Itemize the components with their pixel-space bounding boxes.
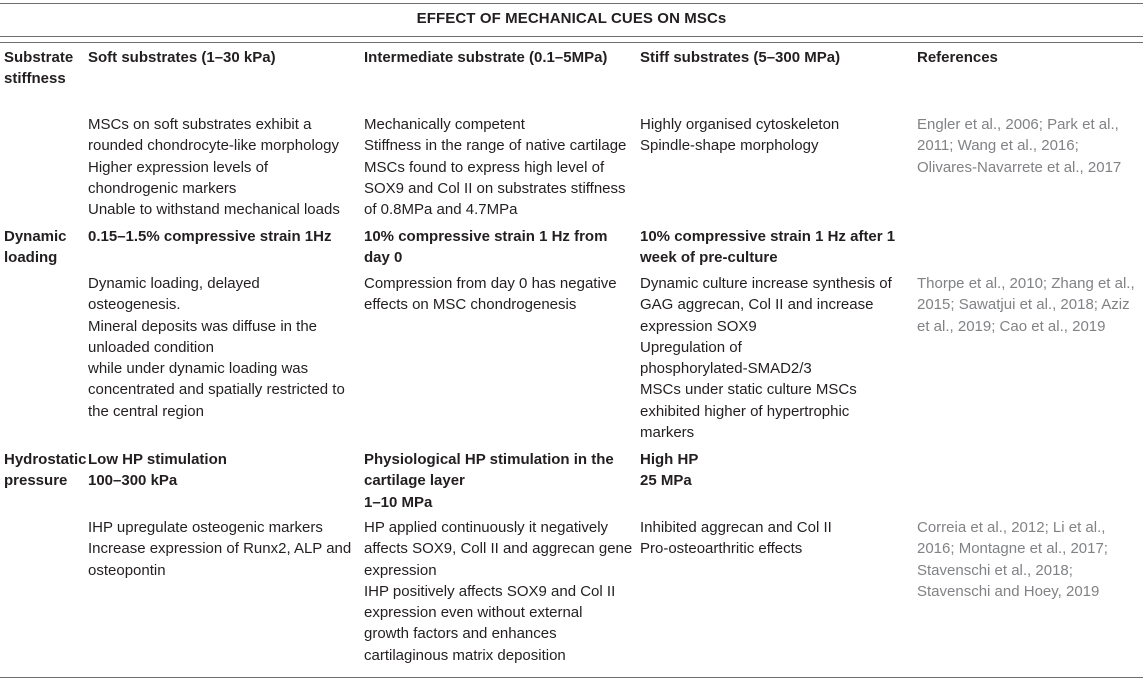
header-soft-substrates: Soft substrates (1–30 kPa) bbox=[88, 49, 276, 66]
dynamic-day0-detail: Compression from day 0 has negative effects on MSC chondrogenesis bbox=[364, 275, 617, 314]
hydro-high-hp: High HP 25 MPa bbox=[640, 451, 699, 490]
bottom-rule bbox=[0, 677, 1143, 678]
header-intermediate-substrate: Intermediate substrate (0.1–5MPa) bbox=[364, 49, 608, 66]
stiffness-references: Engler et al., 2006; Park et al., 2011; Wang et al., 2016; Olivares-Navarrete et al., 2017 bbox=[917, 116, 1122, 176]
stiffness-intermediate-detail: Mechanically competent Stiffness in the range of native cartilage MSCs found to express high level of SOX9 and Col II on substrates stiffness of 0.8MPa and 4.7MPa bbox=[364, 116, 627, 219]
stiffness-soft-detail: MSCs on soft substrates exhibit a rounded chondrocyte-like morphology Higher expression levels of chondrogenic markers Unable to withstand mechanical loads bbox=[88, 116, 340, 219]
header-rule bbox=[0, 42, 1143, 43]
table-title: EFFECT OF MECHANICAL CUES ON MSCs bbox=[416, 10, 727, 27]
title-rule bbox=[0, 36, 1143, 37]
dynamic-day0-strain: 10% compressive strain 1 Hz from day 0 bbox=[364, 228, 608, 267]
hydro-low-detail: IHP upregulate osteogenic markers Increase expression of Runx2, ALP and osteopontin bbox=[88, 519, 352, 579]
dynamic-loading-label: Dynamic loading bbox=[4, 228, 67, 267]
hydro-physiological-hp: Physiological HP stimulation in the cartilage layer 1–10 MPa bbox=[364, 451, 614, 511]
dynamic-preculture-detail: Dynamic culture increase synthesis of GAG aggrecan, Col II and increase expression SOX9 Upregulation of phosphorylated-SMAD2/3 MSCs under static culture MSCs exhibited higher of hypertrophic markers bbox=[640, 275, 892, 442]
hydro-physiological-detail: HP applied continuously it negatively affects SOX9, Coll II and aggrecan gene expression IHP positively affects SOX9 and Col II expression even without external growth factors and enhances cartilaginous matrix deposition bbox=[364, 519, 633, 664]
dynamic-preculture-strain: 10% compressive strain 1 Hz after 1 week of pre-culture bbox=[640, 228, 896, 267]
dynamic-references: Thorpe et al., 2010; Zhang et al., 2015; Sawatjui et al., 2018; Aziz et al., 2019; Cao et al., 2019 bbox=[917, 275, 1135, 335]
hydro-low-hp: Low HP stimulation 100–300 kPa bbox=[88, 451, 227, 490]
top-rule bbox=[0, 3, 1143, 4]
dynamic-low-strain: 0.15–1.5% compressive strain 1Hz bbox=[88, 228, 332, 245]
hydro-high-detail: Inhibited aggrecan and Col II Pro-osteoarthritic effects bbox=[640, 519, 832, 558]
header-stiff-substrates: Stiff substrates (5–300 MPa) bbox=[640, 49, 841, 66]
stiffness-stiff-detail: Highly organised cytoskeleton Spindle-shape morphology bbox=[640, 116, 840, 155]
dynamic-low-detail: Dynamic loading, delayed osteogenesis. Mineral deposits was diffuse in the unloaded condition while under dynamic loading was concentrated and spatially restricted to the central region bbox=[88, 275, 345, 420]
header-references: References bbox=[917, 49, 998, 66]
hydro-references: Correia et al., 2012; Li et al., 2016; Montagne et al., 2017; Stavenschi et al., 2018; Stavenschi and Hoey, 2019 bbox=[917, 519, 1108, 600]
header-substrate-stiffness: Substrate stiffness bbox=[4, 49, 74, 88]
hydrostatic-pressure-label: Hydrostatic pressure bbox=[4, 451, 87, 490]
